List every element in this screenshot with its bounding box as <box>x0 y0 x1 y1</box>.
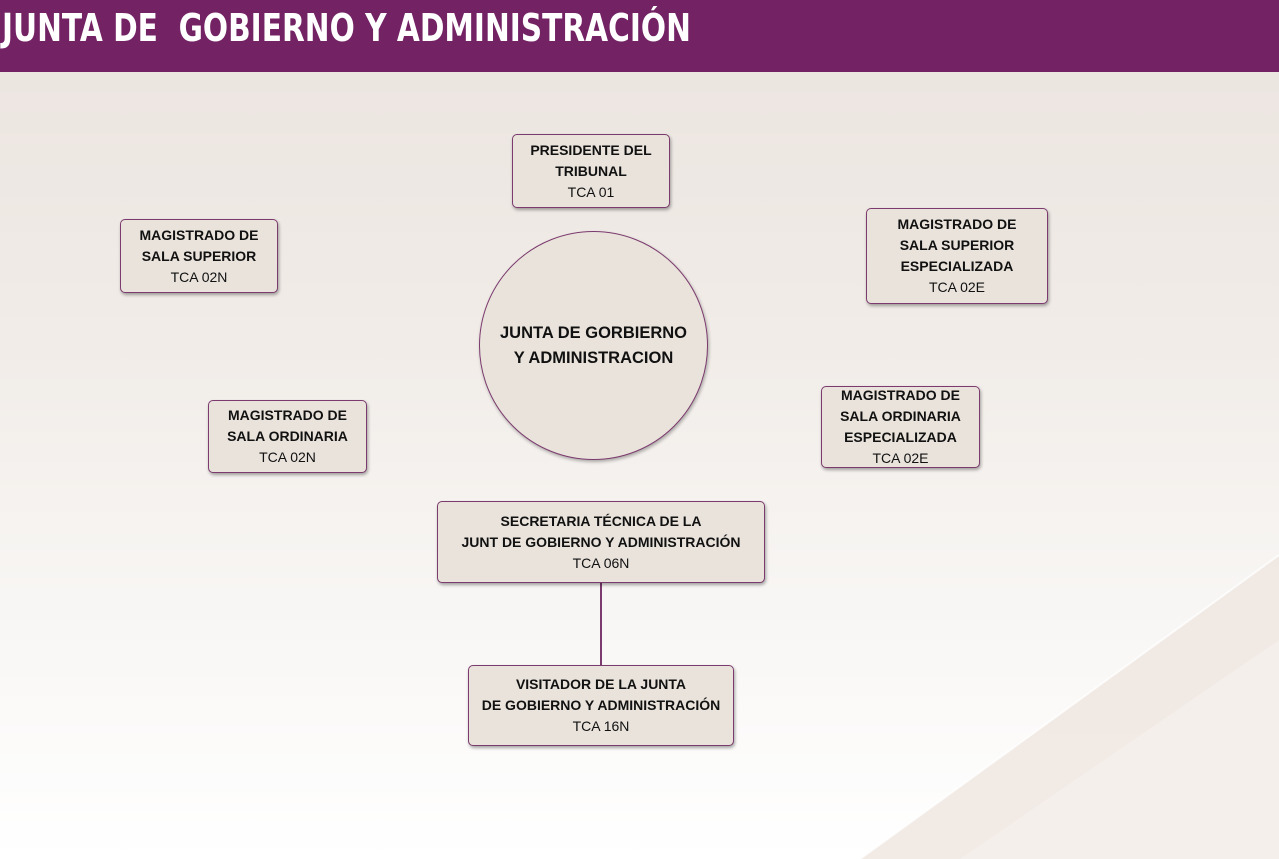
org-node-code: TCA 02N <box>170 268 228 285</box>
org-node-title: VISITADOR DE LA JUNTA DE GOBIERNO Y ADMINISTRACIÓN <box>481 676 721 713</box>
org-node-code: TCA 16N <box>572 718 630 734</box>
header-bar <box>0 0 1279 72</box>
org-node-visitador <box>468 665 734 746</box>
org-node-code: TCA 02E <box>872 450 929 466</box>
org-node-magistrado-sala-ordinaria <box>208 400 367 473</box>
org-center-label: JUNTA DE GORBIERNO Y ADMINISTRACION <box>499 323 687 367</box>
org-node-title: MAGISTRADO DE SALA ORDINARIA ESPECIALIZADA <box>840 387 961 445</box>
page-title: JUNTA DE GOBIERNO Y ADMINISTRACIÓN <box>2 6 691 50</box>
org-node-code: TCA 01 <box>567 183 615 200</box>
org-node-title: SECRETARIA TÉCNICA DE LA JUNT DE GOBIERNO Y ADMINISTRACIÓN <box>461 512 741 550</box>
org-node-title: PRESIDENTE DEL TRIBUNAL <box>530 141 652 179</box>
org-node-code: TCA 02N <box>259 449 316 465</box>
org-node-code: TCA 02E <box>928 279 986 295</box>
org-node-magistrado-sala-ordinaria-especializada <box>821 386 980 468</box>
org-node-presidente <box>512 134 670 208</box>
org-node-magistrado-sala-superior-especializada <box>866 208 1048 304</box>
org-node-code: TCA 06N <box>572 554 630 571</box>
org-node-magistrado-sala-superior <box>120 219 278 293</box>
org-node-title: MAGISTRADO DE SALA SUPERIOR ESPECIALIZADA <box>897 216 1017 274</box>
org-center-junta <box>479 231 708 460</box>
org-node-title: MAGISTRADO DE SALA ORDINARIA <box>227 407 348 444</box>
org-node-secretaria-tecnica <box>437 501 765 583</box>
org-connector-line <box>600 583 602 665</box>
org-node-title: MAGISTRADO DE SALA SUPERIOR <box>139 226 259 264</box>
